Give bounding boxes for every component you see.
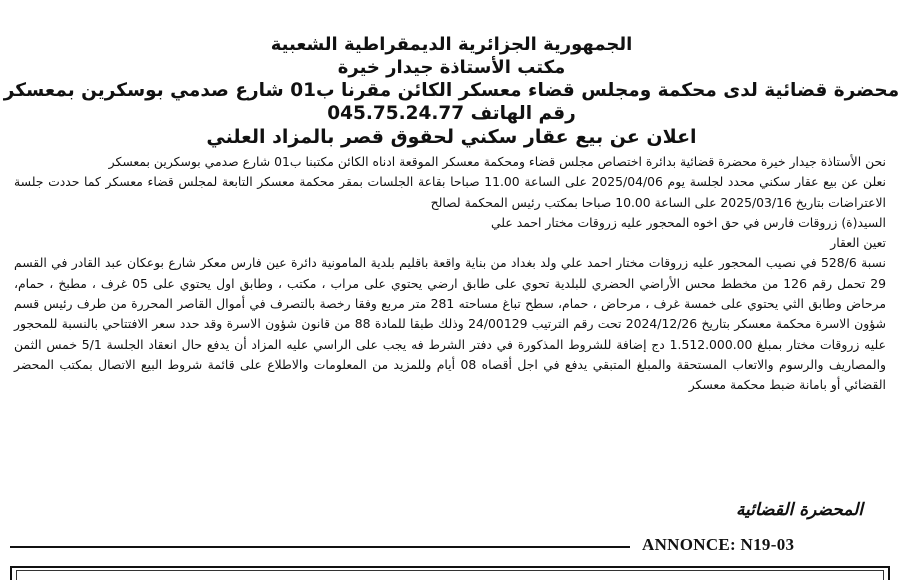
phone-label: رقم الهاتف xyxy=(470,103,576,124)
phone-number: 045.75.24.77 xyxy=(327,103,465,124)
office-heading: مكتب الأستاذة جيدار خيرة xyxy=(337,57,566,78)
annonce-number: ANNONCE: N19-03 xyxy=(642,535,795,554)
phone-line xyxy=(0,103,903,124)
next-notice-inner-frame xyxy=(16,570,884,580)
property-description: نسبة 528/6 في نصيب المحجور عليه زروقات مختار احمد علي ولد بغداد من بناية واقعة باقليم بلدية المامونية دائرة عين فارس معكر شارع بوعكان عبد القادر في القسم 29 تحمل رقم 126 من مخطط محس الأراضي الحضري للبلدية تحوي على طابق ارضي يحتوي على مراب ، مكتب ، وطابق اول يحتوي على 05 غرف ، مطبخ ، حمام، مرحاض وطابق الثي يحتوي على خمسة غرف ، مرحاض ، حمام، سطح تباغ مساحته 281 متر مربع وفقا رخصة بالتصرف في أموال القاصر المحررة من طرف رئيس قسم شؤون الاسرة محكمة معسكر بتاريخ 2024/12/26 تحت رقم الترتيب 24/00129 وذلك طبقا للمادة 88 من قانون شؤون الاسرة وقد حدد سعر الافتتاحي بالنسبة للمحجور عليه زروقات مختار بمبلغ 1.512.000.00 دج إضافة للشروط المذكورة في دفتر الشرط فه يجب على الراسي عليه المزاد أن يدفع حال انعقاد الجلسة 5/1 خمس الثمن والمصاريف والرسوم والاتعاب المستحقة والمبلغ المتبقي يدفع في اجل أقصاه 08 أيام وللمزيد من المعلومات والاطلاع على قائمة شروط البيع الاتصال بمكتب المحضر القضائي أو بامانة ضبط محكمة معسكر xyxy=(14,255,887,393)
sale-date-paragraph: نعلن عن بيع عقار سكني محدد لجلسة يوم 2025/04/06 على الساعة 11.00 صباحا بقاعة الجلسات بمقر محكمة معسكر التابعة لمجلس قضاء معسكر كما حددت جلسة الاعتراضات بتاريخ 2025/03/16 على الساعة 10.00 صباحا بمكتب رئيس المحكمة لصالح xyxy=(14,174,886,210)
applicant-paragraph: السيد(ة) زروقات فارس في حق اخوه المحجور عليه زروقات مختار احمد علي xyxy=(490,214,886,230)
notice-title: اعلان عن بيع عقار سكني لحقوق قصر بالمزاد العلني xyxy=(206,126,697,148)
bailiff-signature: المحضرة القضائية xyxy=(735,500,863,520)
notice-body xyxy=(14,152,886,396)
property-heading: تعين العقار xyxy=(830,235,886,251)
divider-line xyxy=(10,546,630,548)
republic-heading: الجمهورية الجزائرية الديمقراطية الشعبية xyxy=(270,34,633,55)
bailiff-heading: محضرة قضائية لدى محكمة ومجلس قضاء معسكر الكائن مقرنا ب01 شارع صدمي بوسكرين بمعسكر xyxy=(3,80,900,101)
intro-paragraph: نحن الأستاذة جيدار خيرة محضرة قضائية بدائرة اختصاص مجلس قضاء ومحكمة معسكر الموقعة ادناه الكائن مكتبنا ب01 شارع صدمي بوسكرين بمعسكر xyxy=(108,154,886,169)
